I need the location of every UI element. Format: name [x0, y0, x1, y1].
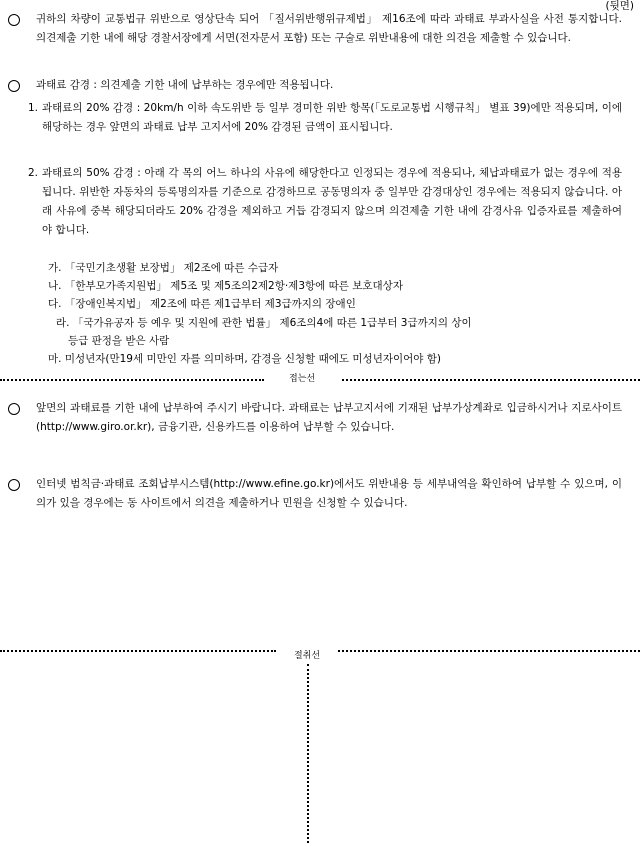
reduction-reason-ga: 가. 「국민기초생활 보장법」 제2조에 따른 수급자	[48, 262, 279, 274]
cut-line-right	[338, 650, 640, 652]
reduction-reason-da: 다. 「장애인복지법」 제2조에 따른 제1급부터 제3급까지의 장애인	[48, 298, 356, 310]
fold-line-label: 접는선	[288, 374, 316, 384]
fold-line-left	[0, 379, 264, 381]
bullet-circle-icon	[8, 14, 20, 26]
reduction-20-paragraph: 과태료의 20% 감경 : 20km/h 이하 속도위반 등 일부 경미한 위반 항목(「도로교통법 시행규칙」 별표 39)에만 적용되며, 이에 해당하는 경우 앞면의 과태료 납부 고지서에 20% 감경된 금액이 표시됩니다.	[42, 102, 622, 133]
item-number: 1.	[28, 102, 39, 114]
cut-line-left	[0, 650, 276, 652]
cut-line-label: 절취선	[293, 651, 321, 661]
reduction-50-paragraph: 과태료의 50% 감경 : 아래 각 목의 어느 하나의 사유에 해당한다고 인정되는 경우에 적용되나, 체납과태료가 없는 경우에 적용됩니다. 위반한 자동차의 등록명의자를 기준으로 감경하므로 공동명의자 중 일부만 감경대상인 경우에는 적용되지 않습니다. 아래 사유에 중복 해당되더라도 20% 감경을 제외하고 거듭 감경되지 않으며 의견제출 기한 내에 감경사유 입증자료를 제출하여야 합니다.	[42, 167, 622, 236]
reduction-title: 과태료 감경 : 의견제출 기한 내에 납부하는 경우에만 적용됩니다.	[36, 79, 334, 91]
page-side-label: (뒷면)	[605, 0, 634, 12]
reduction-reason-na: 나. 「한부모가족지원법」 제5조 및 제5조의2제2항·제3항에 따른 보호대상자	[48, 280, 403, 292]
reduction-reason-ra-continued: 등급 판정을 받은 사람	[68, 335, 170, 347]
online-payment-paragraph: 인터넷 범칙금·과태료 조회납부시스템(http://www.efine.go.kr)에서도 위반내용 등 세부내역을 확인하여 납부할 수 있으며, 이의가 있을 경우에는 동 사이트에서 의견을 제출하거나 민원을 신청할 수 있습니다.	[36, 478, 622, 509]
reduction-reason-ma: 마. 미성년자(만19세 미만인 자를 의미하며, 감경을 신청할 때에도 미성년자이어야 함)	[48, 353, 441, 365]
bullet-circle-icon	[8, 80, 20, 92]
item-number: 2.	[28, 167, 39, 179]
cut-line-vertical	[307, 664, 309, 843]
advance-notice-paragraph: 귀하의 차량이 교통법규 위반으로 영상단속 되어 「질서위반행위규제법」 제16조에 따라 과태료 부과사실을 사전 통지합니다. 의견제출 기한 내에 해당 경찰서장에게 서면(전자문서 포함) 또는 구술로 위반내용에 대한 의견을 제출할 수 있습니다.	[36, 13, 622, 44]
payment-instructions-paragraph: 앞면의 과태료를 기한 내에 납부하여 주시기 바랍니다. 과태료는 납부고지서에 기재된 납부가상계좌로 입금하시거나 지로사이트(http://www.giro.or.kr), 금융기관, 신용카드를 이용하여 납부할 수 있습니다.	[36, 402, 622, 433]
fold-line-right	[342, 379, 640, 381]
reduction-reason-ra: 라. 「국가유공자 등 예우 및 지원에 관한 법률」 제6조의4에 따른 1급부터 3급까지의 상이	[56, 317, 472, 329]
bullet-circle-icon	[8, 479, 20, 491]
bullet-circle-icon	[8, 403, 20, 415]
